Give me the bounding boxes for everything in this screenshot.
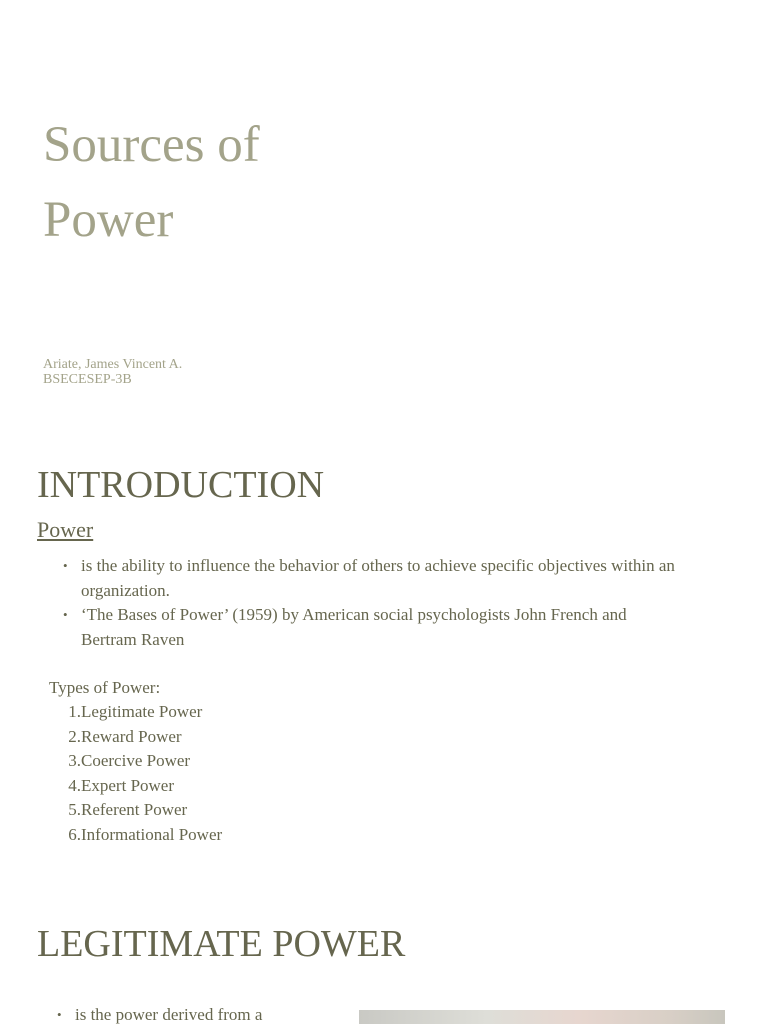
list-label: Expert Power: [81, 775, 175, 795]
bullet-text: is the ability to influence the behavior of others to achieve specific objectives within an organization.: [81, 556, 675, 600]
slide-title: [43, 108, 443, 258]
legitimate-power-heading: LEGITIMATE POWER: [37, 923, 406, 965]
list-item: [63, 823, 222, 848]
bullet-item: [63, 603, 683, 652]
bullet-text: ‘The Bases of Power’ (1959) by American social psychologists John French and Bertram Raven: [81, 605, 627, 649]
list-label: Legitimate Power: [81, 702, 203, 721]
bullet-text: is the power derived from a: [75, 1005, 263, 1024]
introduction-bullet-list: [63, 554, 683, 652]
list-number: 3.: [68, 751, 81, 770]
author-name: Ariate, James Vincent A.: [43, 357, 183, 372]
power-subheading: Power: [37, 517, 94, 542]
list-item: [63, 700, 222, 725]
list-label: Reward Power: [81, 726, 182, 746]
list-item: [63, 774, 222, 799]
list-number: 4.: [68, 775, 81, 795]
list-number: 5.: [68, 800, 81, 819]
bullet-item: [63, 554, 683, 603]
types-of-power-label: Types of Power:: [49, 678, 161, 697]
slide-title-line-1: Sources of: [43, 117, 260, 173]
bullet-icon: •: [63, 558, 68, 573]
slide-title-line-2: Power: [43, 192, 174, 248]
slide-image: [359, 1010, 725, 1024]
introduction-heading: INTRODUCTION: [37, 464, 325, 506]
list-item: [63, 749, 222, 774]
list-label: Informational Power: [81, 824, 223, 844]
list-number: 6.: [68, 824, 81, 844]
list-item: [63, 798, 222, 823]
list-number: 2.: [68, 726, 81, 746]
list-label: Referent Power: [81, 800, 188, 819]
author-block: [43, 357, 182, 387]
list-number: 1.: [68, 702, 81, 721]
bullet-icon: •: [63, 607, 68, 622]
types-of-power-list: [63, 700, 222, 847]
bullet-icon: •: [57, 1007, 62, 1022]
author-section: BSECESEP-3B: [43, 372, 132, 387]
list-item: [63, 725, 222, 750]
list-label: Coercive Power: [81, 751, 191, 770]
